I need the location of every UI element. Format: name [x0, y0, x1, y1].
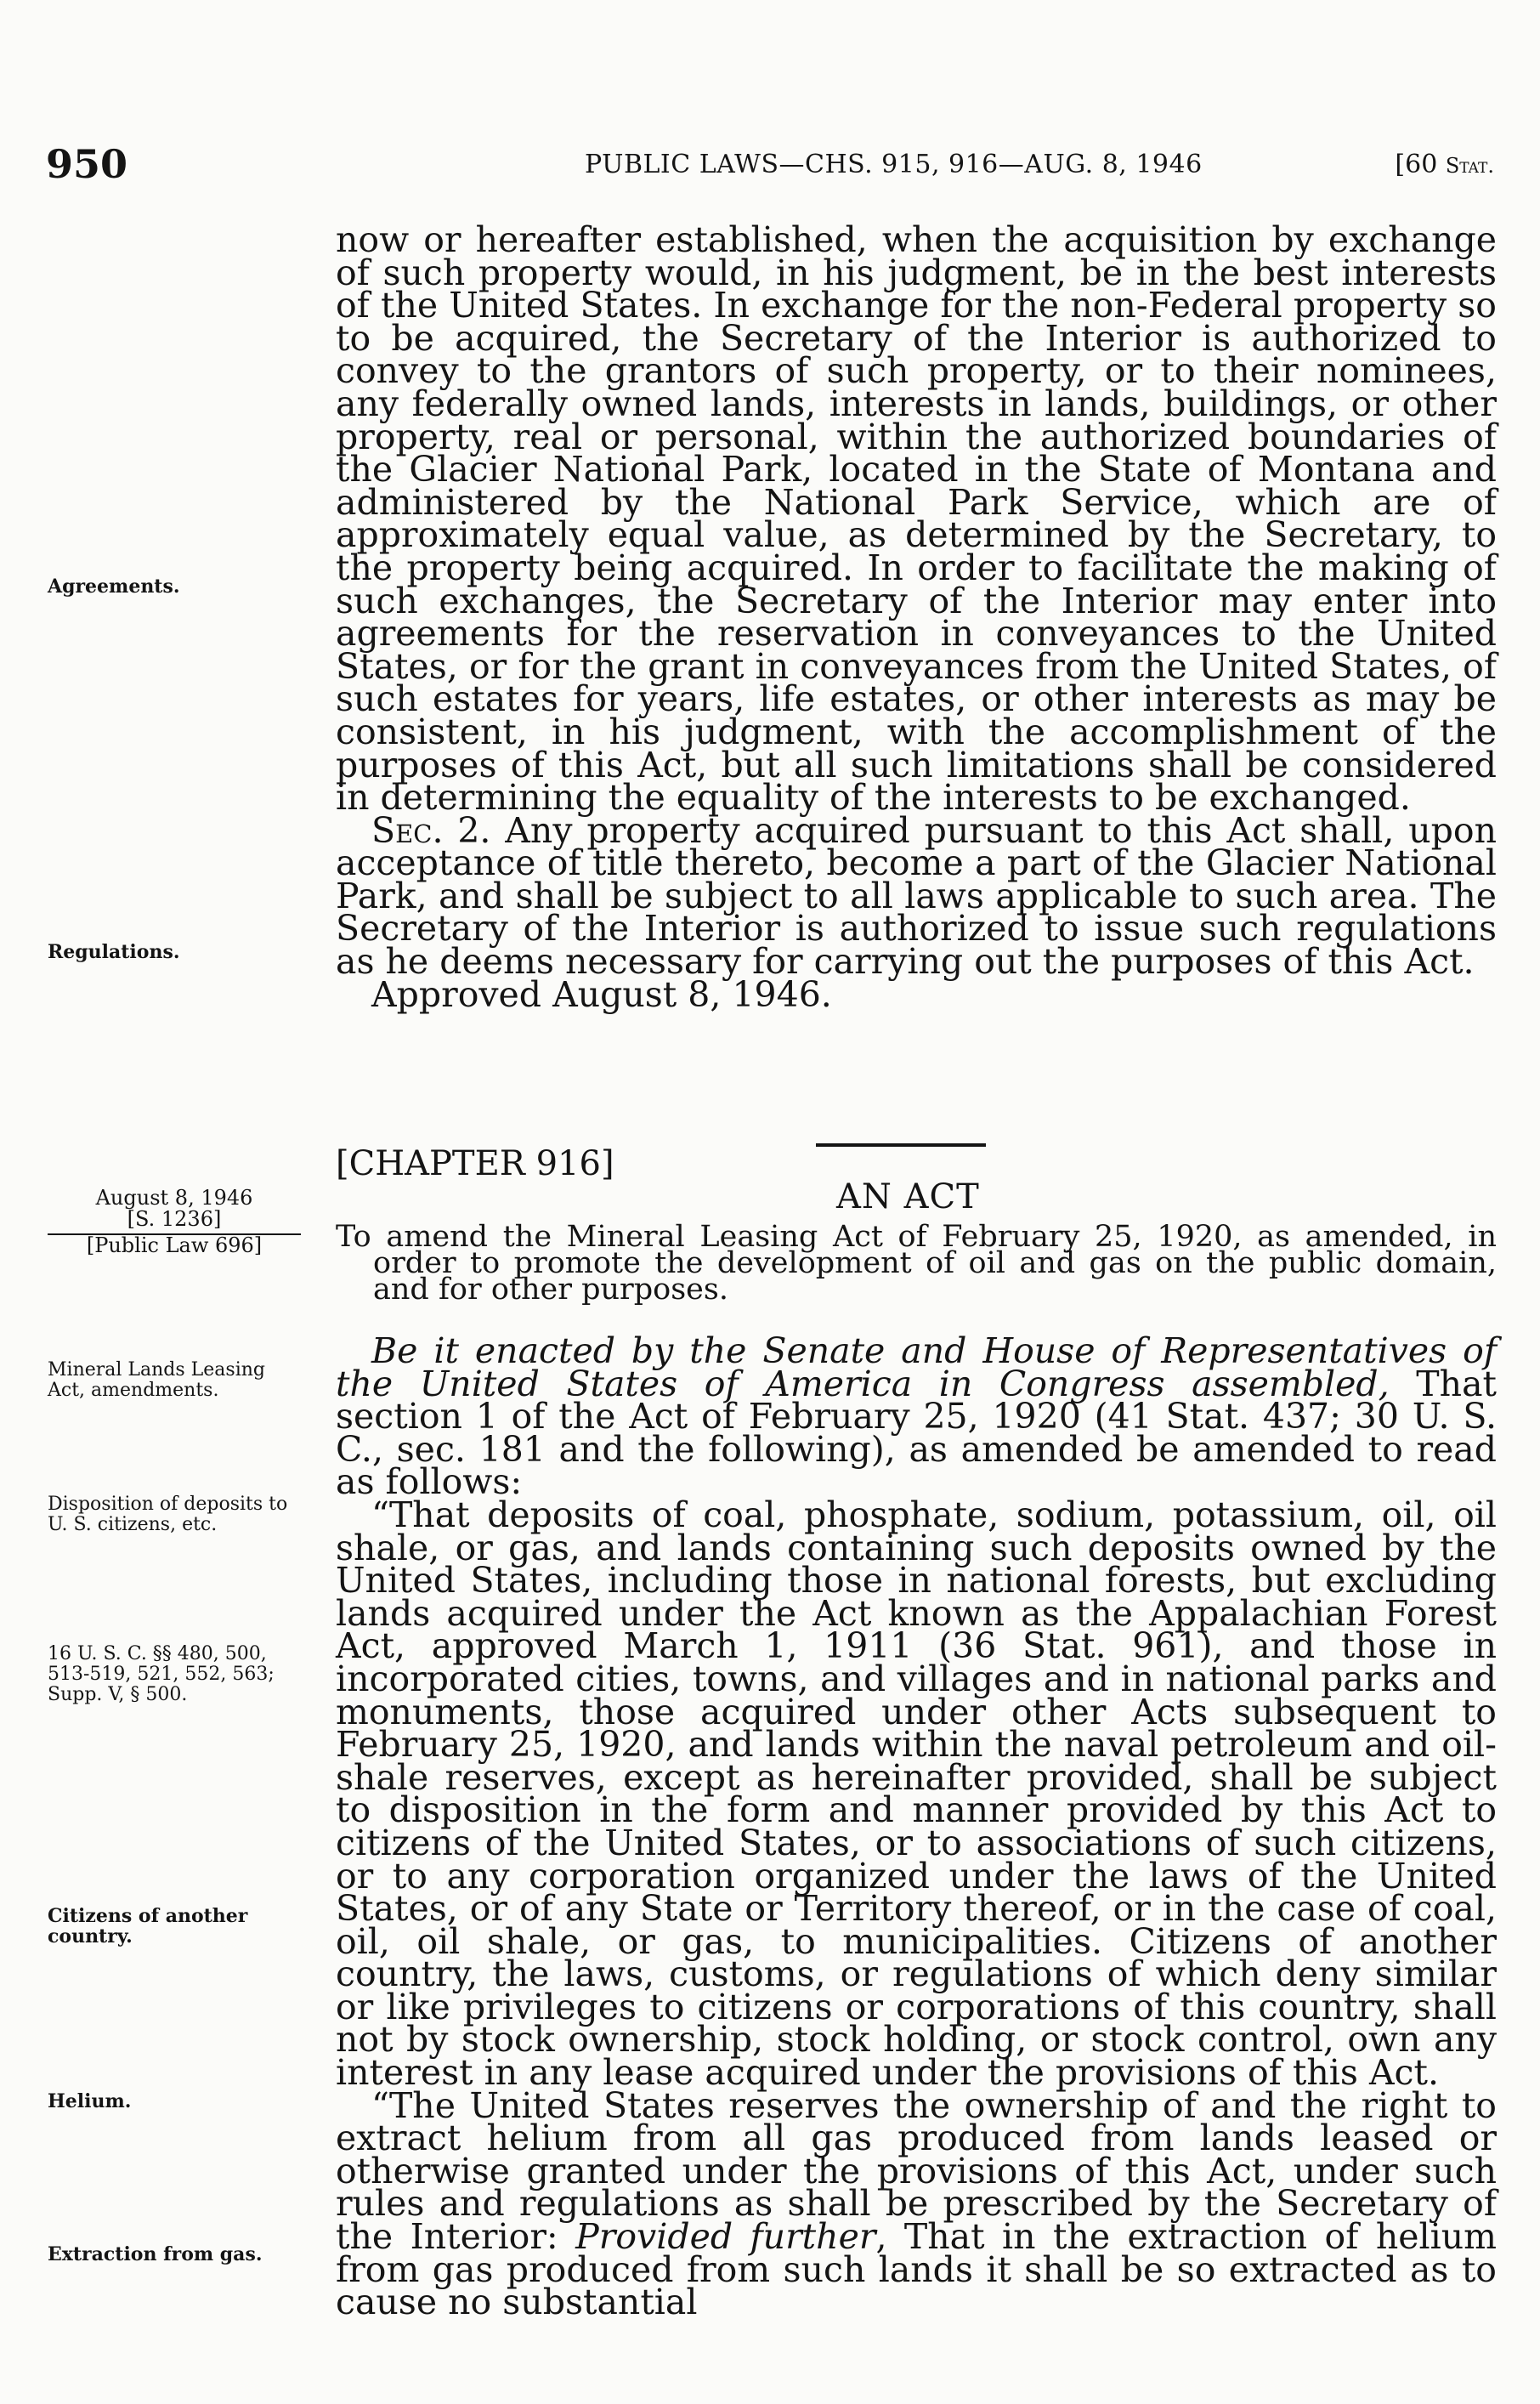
long-title-text: To amend the Mineral Leasing Act of February 25, 1920, as amended, in order to promote the development of oil and gas on the public domain, and for other purposes.	[336, 1220, 1497, 1307]
running-head: PUBLIC LAWS—CHS. 915, 916—AUG. 8, 1946	[585, 150, 1203, 179]
proviso-italic: Provided further	[575, 2216, 876, 2258]
margin-note-regulations: Regulations.	[48, 941, 180, 963]
senate-bill-number: [S. 1236]	[48, 1209, 301, 1235]
deposits-paragraph: “That deposits of coal, phosphate, sodium, potassium, oil, oil shale, or gas, and lands containing such deposits owned by the United States, including those in national forests, but excluding lands acquired under the Act known as the Appalachian Forest Act, approved March 1, 1911 (36 Stat. 961), and those in incorporated cities, towns, and villages and in national parks and monuments, those acquired under other Acts subsequent to February 25, 1920, and lands within the naval petroleum and oil-shale reserves, except as hereinafter provided, shall be subject to disposition in the form and manner provided by this Act to citizens of the United States, or to associations of such citizens, or to any corporation organized under the laws of the United States, or of any State or Territory thereof, or in the case of coal, oil, oil shale, or gas, to municipalities. Citizens of another country, the laws, customs, or regulations of which deny similar or like privileges to citizens or corporations of this country, shall not by stock ownership, stock holding, or stock control, own any interest in any lease acquired under the provisions of this Act.	[336, 1494, 1497, 2094]
margin-note-helium: Helium.	[48, 2090, 132, 2112]
enacting-clause-rest: That section 1 of the Act of February 25, 1920 (41 Stat. 437; 30 U. S. C., sec. 181 and the following), as amended be amended to read as follows:	[336, 1363, 1497, 1503]
margin-note-mineral-lands: Mineral Lands Leasing Act, amendments.	[48, 1359, 265, 1401]
volume-reference-prefix: [60	[1395, 150, 1446, 179]
approval-line: Approved August 8, 1946.	[371, 973, 832, 1015]
helium-paragraph	[336, 2084, 1497, 2323]
volume-reference-stat: Stat.	[1445, 154, 1494, 178]
section-2-text: . 2. Any property acquired pursuant to this Act shall, upon acceptance of title thereto, become a part of the Glacier National Park, and shall be subject to all laws applicable to such area. The Secretary of the Interior is authorized to issue such regulations as he deems necessary for carrying out the purposes of this Act.	[336, 809, 1497, 983]
section-label: Sec	[371, 809, 433, 851]
ch915-section-2	[336, 809, 1497, 983]
chapter-915-body	[336, 219, 1497, 1015]
helium-text-end: , That in the extraction of helium from gas produced from such lands it shall be so extracted as to cause no substantial	[336, 2216, 1497, 2323]
long-title	[336, 1220, 1497, 1307]
volume-reference	[1395, 150, 1494, 179]
public-law-number: [Public Law 696]	[86, 1233, 263, 1257]
chapter-heading: [CHAPTER 916]	[336, 1144, 614, 1183]
margin-note-disposition: Disposition of deposits to U. S. citizens, etc.	[48, 1494, 288, 1535]
helium-text-start: “The United States reserves the ownership of and the right to extract helium from all gas produced from lands leased or otherwise granted under the provisions of this Act, under such rules and regulations as shall be prescribed by the Secretary of the Interior:	[336, 2084, 1497, 2258]
heading-rule	[816, 1143, 986, 1147]
margin-note-extraction: Extraction from gas.	[48, 2243, 263, 2265]
enacting-clause-italic: Be it enacted by the Senate and House of Representatives of the United States of America in Congress assembled,	[336, 1330, 1497, 1404]
chapter-916-body	[336, 1330, 1497, 2323]
enactment-date: August 8, 1946	[95, 1186, 253, 1210]
margin-note-usc-citation: 16 U. S. C. §§ 480, 500, 513-519, 521, 552, 563; Supp. V, § 500.	[48, 1643, 275, 1705]
page-header	[0, 141, 1540, 187]
act-title: AN ACT	[836, 1177, 980, 1216]
ch915-paragraph-1: now or hereafter established, when the acquisition by exchange of such property would, in his judgment, be in the best interests of the United States. In exchange for the non-Federal property so to be acquired, the Secretary of the Interior is authorized to convey to the grantors of such property, or to their nominees, any federally owned lands, interests in lands, buildings, or other property, real or personal, within the authorized boundaries of the Glacier National Park, located in the State of Montana and administered by the National Park Service, which are of approximately equal value, as determined by the Secretary, to the property being acquired. In order to facilitate the making of such exchanges, the Secretary of the Interior may enter into agreements for the reservation in conveyances to the United States, or for the grant in conveyances from the United States, of such estates for years, life estates, or other interests as may be consistent, in his judgment, with the accomplishment of the purposes of this Act, but all such limitations shall be considered in determining the equality of the interests to be exchanged.	[336, 219, 1497, 819]
margin-note-citizens-another-country: Citizens of another country.	[48, 1905, 248, 1948]
enacting-clause	[336, 1330, 1497, 1503]
page-number: 950	[46, 141, 128, 187]
enactment-date-block	[34, 1188, 314, 1256]
margin-note-agreements: Agreements.	[48, 575, 180, 598]
